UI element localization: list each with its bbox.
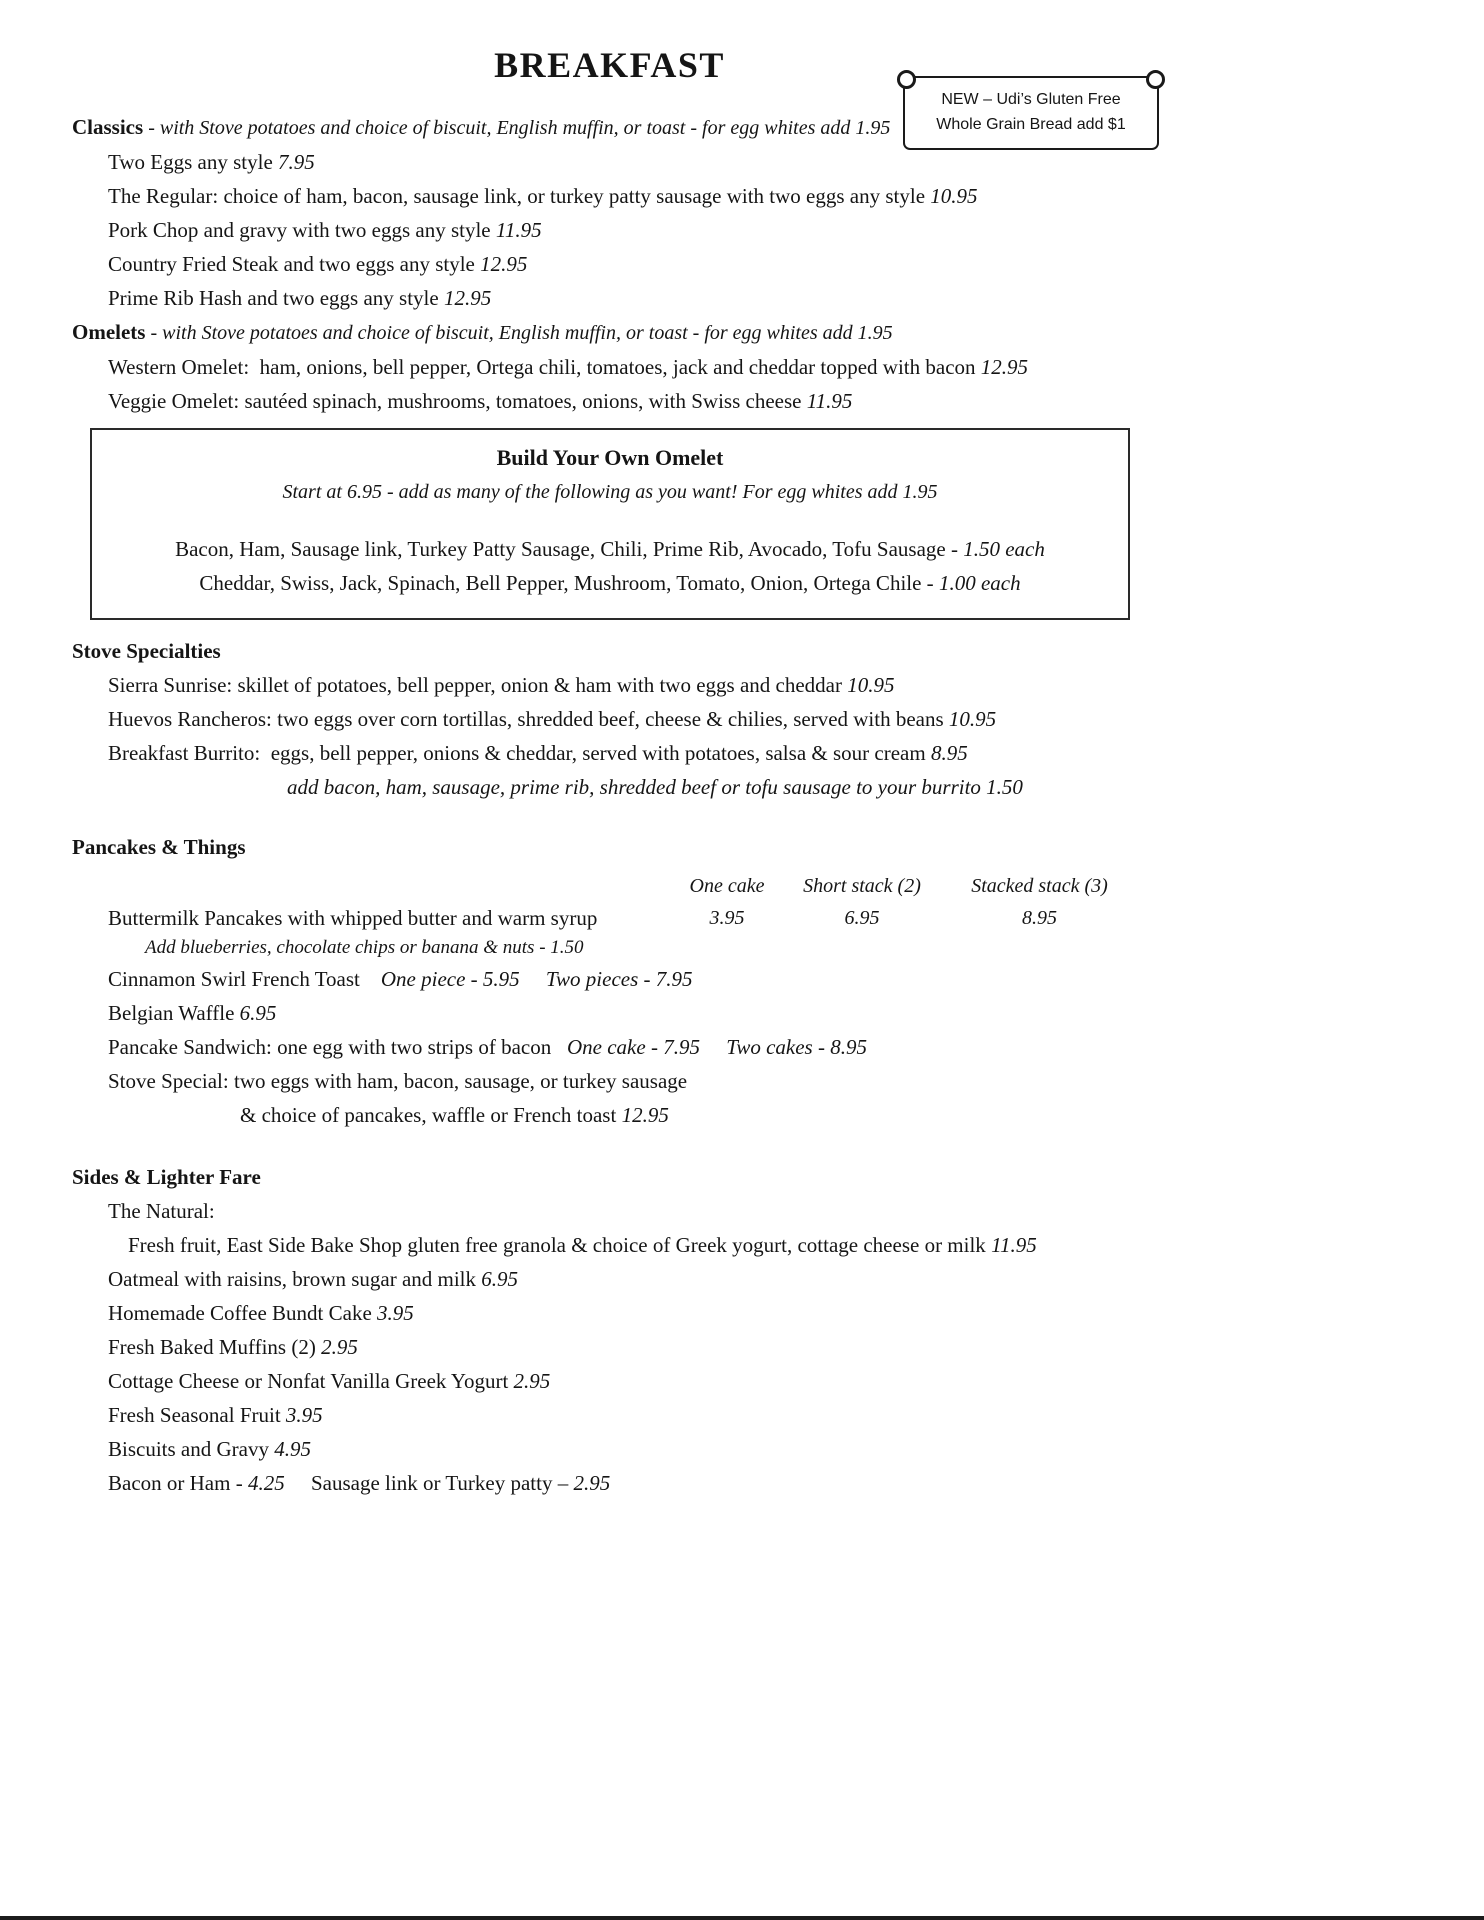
item-text (520, 967, 546, 991)
menu-item (108, 281, 1147, 315)
menu-item (108, 668, 1147, 702)
menu-item (108, 1064, 1147, 1098)
menu-item (108, 179, 1147, 213)
item-text: Prime Rib Hash and two eggs any style (108, 286, 444, 310)
item-text: Fresh fruit, East Side Bake Shop gluten free granola & choice of Greek yogurt, cottage cheese or milk (128, 1233, 992, 1257)
menu-item (240, 1098, 1147, 1132)
item-price-or-note: 4.25 (247, 1471, 285, 1495)
item-price-or-note: 11.95 (806, 389, 853, 413)
item-text: The Regular: choice of ham, bacon, sausage link, or turkey patty sausage with two eggs any style (108, 184, 931, 208)
price-column-header: Short stack (2) (803, 875, 921, 897)
box-option-line (108, 566, 1112, 600)
item-text: Stove Special: two eggs with ham, bacon, sausage, or turkey sausage (108, 1069, 688, 1093)
item-price-or-note: One cake - 7.95 (567, 1035, 700, 1059)
menu-item (108, 145, 1147, 179)
item-price-or-note: 2.95 (573, 1471, 611, 1495)
section-label: Sides & Lighter Fare (72, 1165, 261, 1189)
menu-item (108, 1194, 1147, 1228)
item-text: The Natural: (108, 1199, 215, 1223)
section-label: Omelets (72, 320, 146, 344)
item-price-or-note: 7.95 (278, 150, 315, 174)
price-value: 3.95 (709, 907, 745, 929)
item-price-or-note: 2.95 (321, 1335, 358, 1359)
item-text: Breakfast Burrito: eggs, bell pepper, onions & cheddar, served with potatoes, salsa & sour cream (108, 741, 931, 765)
item-text: Bacon or Ham - (108, 1471, 248, 1495)
menu-item (108, 350, 1147, 384)
item-text: Homemade Coffee Bundt Cake (108, 1301, 378, 1325)
menu-item: Buttermilk Pancakes with whipped butter and warm syrup (108, 906, 598, 930)
item-price-or-note: 12.95 (621, 1103, 669, 1127)
item-price-or-note: Two pieces - 7.95 (545, 967, 693, 991)
section-header-omelets (72, 315, 1147, 350)
box-title: Build Your Own Omelet (496, 445, 724, 470)
item-price-or-note: 1.50 each (963, 537, 1045, 561)
item-text: Pork Chop and gravy with two eggs any style (108, 218, 496, 242)
box-option-line (108, 532, 1112, 566)
section-label: Classics (72, 115, 144, 139)
item-price-or-note: One piece - 5.95 (380, 967, 520, 991)
banner-line-1: NEW – Udi’s Gluten Free (941, 91, 1121, 108)
item-text: Huevos Rancheros: two eggs over corn tortillas, shredded beef, cheese & chilies, served with beans (108, 707, 949, 731)
item-text: Biscuits and Gravy (108, 1437, 275, 1461)
menu-item (128, 1228, 1147, 1262)
new-bread-banner (903, 76, 1159, 150)
menu-body (72, 110, 1147, 1500)
section-header-sides-lighter-fare (72, 1160, 1147, 1194)
price-value: 8.95 (1022, 907, 1057, 929)
menu-item (108, 1296, 1147, 1330)
menu-item (108, 247, 1147, 281)
item-text: Cheddar, Swiss, Jack, Spinach, Bell Pepper, Mushroom, Tomato, Onion, Ortega Chile - (199, 571, 939, 595)
menu-item (287, 770, 1147, 804)
section-label: Pancakes & Things (72, 835, 246, 859)
item-price-or-note: 2.95 (513, 1369, 551, 1393)
section-header-pancakes-things (72, 830, 1147, 864)
menu-item (108, 962, 1147, 996)
item-price-or-note: 1.00 each (938, 571, 1021, 595)
box-subtitle: Start at 6.95 - add as many of the following as you want! For egg whites add 1.95 (282, 481, 938, 503)
item-text: Cottage Cheese or Nonfat Vanilla Greek Yogurt (108, 1369, 514, 1393)
item-price-or-note: 3.95 (377, 1301, 414, 1325)
item-text: Sausage link or Turkey patty – (284, 1471, 574, 1495)
item-price-or-note: 11.95 (495, 218, 542, 242)
menu-item (108, 996, 1147, 1030)
menu-item (108, 736, 1147, 770)
menu-content (72, 44, 1147, 1500)
item-price-or-note: 4.95 (274, 1437, 311, 1461)
price-column-header: Stacked stack (3) (971, 875, 1108, 897)
page-title: BREAKFAST (494, 45, 725, 85)
item-text: Oatmeal with raisins, brown sugar and milk (108, 1267, 482, 1291)
item-price-or-note: 10.95 (948, 707, 997, 731)
item-price-or-note: 12.95 (980, 355, 1029, 379)
item-price-or-note: 11.95 (991, 1233, 1037, 1257)
item-price-or-note: Two cakes - 8.95 (726, 1035, 867, 1059)
item-price-or-note: 6.95 (239, 1001, 277, 1025)
menu-item (108, 1330, 1147, 1364)
item-price-or-note: 10.95 (847, 673, 895, 697)
item-text: Cinnamon Swirl French Toast (108, 967, 381, 991)
item-price-or-note: 12.95 (480, 252, 528, 276)
section-label: Stove Specialties (72, 639, 221, 663)
item-price-or-note: add bacon, ham, sausage, prime rib, shredded beef or tofu sausage to your burrito 1.50 (287, 775, 1023, 799)
menu-item (108, 1262, 1147, 1296)
banner-line-2: Whole Grain Bread add $1 (936, 115, 1126, 133)
item-text: Belgian Waffle (108, 1001, 240, 1025)
item-text: Fresh Baked Muffins (2) (108, 1335, 322, 1359)
price-table-spacer (72, 870, 662, 902)
menu-item (108, 1364, 1147, 1398)
item-text: Sierra Sunrise: skillet of potatoes, bell pepper, onion & ham with two eggs and cheddar (108, 673, 848, 697)
item-text: Veggie Omelet: sautéed spinach, mushrooms, tomatoes, onions, with Swiss cheese (108, 389, 807, 413)
item-price-or-note: Add blueberries, chocolate chips or banana & nuts - 1.50 (145, 937, 584, 958)
menu-item (108, 1030, 1147, 1064)
pancakes-price-table (72, 870, 1147, 934)
menu-item (108, 213, 1147, 247)
item-text: Two Eggs any style (108, 150, 279, 174)
item-text: Western Omelet: ham, onions, bell pepper, Ortega chili, tomatoes, jack and cheddar topped with bacon (108, 355, 981, 379)
item-price-or-note: 12.95 (443, 286, 492, 310)
menu-item (108, 1466, 1147, 1500)
section-header-stove-specialties (72, 634, 1147, 668)
item-text: & choice of pancakes, waffle or French toast (240, 1103, 622, 1127)
item-text: Bacon, Ham, Sausage link, Turkey Patty Sausage, Chili, Prime Rib, Avocado, Tofu Sausage - (175, 537, 964, 561)
section-description: - with Stove potatoes and choice of biscuit, English muffin, or toast - for egg whites add 1.95 (145, 322, 893, 344)
item-text (700, 1035, 726, 1059)
menu-item (108, 384, 1147, 418)
item-price-or-note: 6.95 (481, 1267, 519, 1291)
menu-item (108, 1432, 1147, 1466)
menu-item (145, 934, 1147, 962)
item-price-or-note: 8.95 (930, 741, 968, 765)
price-value: 6.95 (844, 907, 880, 929)
item-text: Country Fried Steak and two eggs any style (108, 252, 481, 276)
menu-item (108, 702, 1147, 736)
build-your-own-omelet-box (90, 428, 1130, 620)
item-price-or-note: 3.95 (285, 1403, 323, 1427)
section-description: - with Stove potatoes and choice of biscuit, English muffin, or toast - for egg whites add 1.95 (143, 117, 891, 139)
item-price-or-note: 10.95 (930, 184, 978, 208)
page-bottom-edge (0, 1916, 1484, 1920)
menu-item (108, 1398, 1147, 1432)
item-text: Pancake Sandwich: one egg with two strips of bacon (108, 1035, 567, 1059)
item-text: Fresh Seasonal Fruit (108, 1403, 286, 1427)
price-column-header: One cake (689, 875, 765, 897)
